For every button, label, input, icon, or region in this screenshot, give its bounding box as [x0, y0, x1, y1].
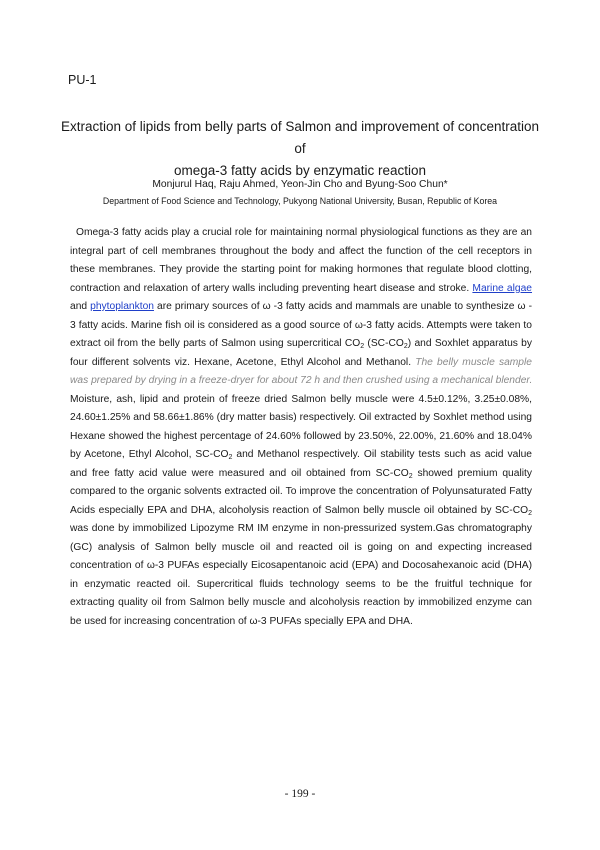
subscript: 2: [528, 509, 532, 517]
abstract-text: contraction and relaxation of artery walls including preventing heart disease and stroke.: [70, 282, 470, 294]
page-number: - 199 -: [284, 788, 316, 800]
abstract-text: showed premium quality: [417, 467, 532, 479]
abstract-text: (SC-CO: [367, 338, 404, 349]
abstract-line: extracting quality oil from Salmon belly muscle and alcoholysis reaction by immobilized enzyme can: [70, 597, 532, 608]
abstract-line: [70, 280, 532, 299]
abstract-line: Moisture, ash, lipid and protein of freeze dried Salmon belly muscle were 4.5±0.12%, 3.25±0.08%,: [70, 393, 532, 405]
marine-algae-link[interactable]: Marine algae: [472, 282, 533, 294]
abstract-line: [70, 354, 532, 373]
abstract-line: 24.60±1.25% and 58.66±1.86% (dry matter basis) respectively. Oil extracted by Soxhlet method using: [70, 412, 532, 423]
abstract-line: be used for increasing concentration of ω-3 PUFAs specially EPA and DHA.: [70, 615, 413, 627]
phytoplankton-link[interactable]: phytoplankton: [90, 301, 154, 312]
abstract-text: and free fatty acid value were measured and oil obtained from SC-CO: [70, 467, 409, 479]
abstract-text: ) and Soxhlet apparatus by: [407, 338, 532, 349]
grey-note-line: was prepared by drying in a freeze-dryer for about 72 h and then crushed using a mechanical blender.: [70, 375, 533, 386]
abstract-line: compared to the organic solvents extracted oil. To improve the concentration of Polyunsaturated Fatty: [70, 486, 532, 497]
abstract-text: Acids especially EPA and DHA, alcoholysis reaction of Salmon belly muscle oil obtained by SC-CO: [70, 504, 529, 516]
abstract-line: in enzymatic reacted oil. Supercritical fluids technology seems to be the fruitful technique for: [70, 578, 532, 590]
grey-note: The belly muscle sample: [415, 356, 532, 368]
abstract-line: concentration of ω-3 PUFAs especially Eicosapentanoic acid (EPA) and Docosahexanoic acid (DHA): [70, 560, 532, 571]
abstract-line: these membranes. They provide the starting point for making hormones that regulate blood clotting,: [70, 264, 532, 275]
subscript: 2: [228, 454, 233, 461]
author-list: Monjurul Haq, Raju Ahmed, Yeon-Jin Cho and Byung-Soo Chun*: [152, 179, 448, 190]
abstract-line: 3 fatty acids. Marine fish oil is considered as a good source of ω-3 fatty acids. Attempts were taken to: [70, 319, 532, 331]
abstract-line: [70, 465, 532, 484]
title-line-1: Extraction of lipids from belly parts of Salmon and improvement of concentration of: [61, 119, 539, 156]
affiliation: Department of Food Science and Technology, Pukyong National University, Busan, Republic of Korea: [102, 196, 498, 206]
abstract-text: four different solvents viz. Hexane, Acetone, Ethyl Alcohol and Methanol.: [70, 356, 412, 368]
subscript: 2: [408, 472, 413, 480]
abstract-code: PU-1: [68, 73, 97, 87]
abstract-text: and Methanol respectively. Oil stability tests such as acid value: [236, 449, 532, 460]
abstract-line: was done by immobilized Lipozyme RM IM enzyme in non-pressurized system.Gas chromatography: [70, 523, 532, 534]
title-line-2: omega-3 fatty acids by enzymatic reaction: [173, 163, 427, 178]
subscript: 2: [403, 343, 408, 350]
abstract-line: [70, 298, 532, 317]
abstract-text: extract oil from the belly parts of Salmon using supercritical CO: [70, 338, 361, 349]
abstract-line: integral part of cell membranes throughout the body and affect the function of the cell receptors in: [70, 245, 532, 257]
abstract-body: [70, 224, 532, 631]
abstract-line: [70, 502, 532, 521]
abstract-line: [70, 335, 532, 354]
abstract-text: by Acetone, Ethyl Alcohol, SC-CO: [70, 449, 229, 460]
abstract-line: Hexane showed the highest percentage of 24.60% followed by 23.50%, 22.00%, 21.60% and 18.04%: [70, 430, 532, 442]
abstract-line: (GC) analysis of Salmon belly muscle oil and reacted oil is going on and expecting increased: [70, 541, 532, 553]
subscript: 2: [360, 343, 365, 350]
abstract-text: and: [70, 301, 88, 312]
abstract-line: [70, 446, 532, 465]
abstract-line: Omega-3 fatty acids play a crucial role for maintaining normal physiological functions as they are an: [76, 227, 532, 238]
abstract-text: are primary sources of ω -3 fatty acids and mammals are unable to synthesize ω -: [157, 301, 532, 312]
paper-title: [60, 116, 540, 182]
